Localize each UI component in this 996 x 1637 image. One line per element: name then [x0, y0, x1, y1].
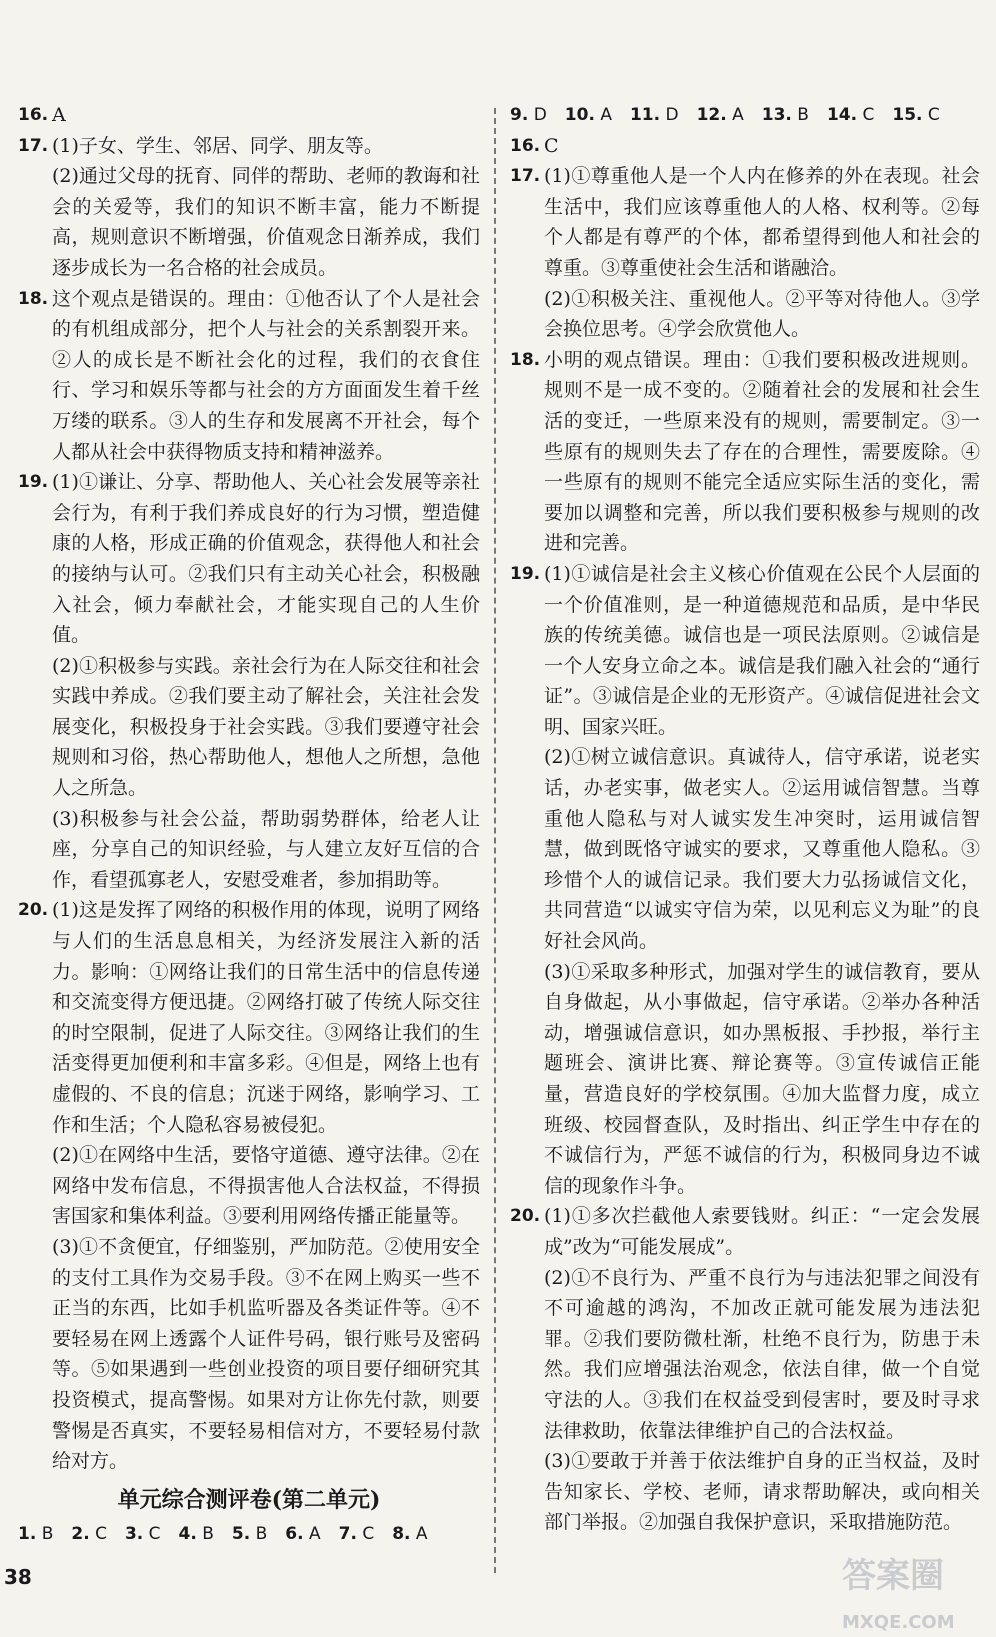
mc-choice: C	[927, 105, 940, 125]
answer-body	[544, 559, 980, 1201]
mc-choice: C	[95, 1524, 107, 1545]
answer-body	[52, 284, 480, 468]
mc-answer	[697, 105, 744, 125]
mc-choice: A	[415, 1524, 428, 1545]
mc-answer	[125, 1524, 161, 1544]
mc-choice: B	[202, 1524, 214, 1545]
answer-paragraph: (1)①多次拦截他人索要钱财。纠正：“一定会发展成”改为“可能发展成”。	[544, 1205, 980, 1258]
answer-body	[544, 345, 980, 559]
answer-item	[510, 559, 980, 1201]
mc-choice: C	[862, 105, 875, 125]
mc-answer	[339, 1524, 375, 1544]
watermark-logo	[842, 1548, 955, 1637]
answer-body	[52, 131, 480, 284]
mc-number: 2.	[71, 1524, 90, 1545]
question-number: 20.	[510, 1206, 541, 1227]
mc-choice: A	[600, 105, 612, 125]
column-divider	[494, 108, 496, 1573]
right-answer-list	[510, 131, 980, 1538]
mc-answer	[510, 105, 547, 125]
answer-body	[544, 1201, 980, 1538]
answer-body	[52, 100, 480, 131]
mc-answer	[892, 105, 939, 125]
mc-number: 1.	[18, 1524, 37, 1545]
answer-item	[510, 161, 980, 345]
mc-number: 11.	[629, 105, 661, 125]
mc-answer	[630, 105, 679, 125]
mc-choice: B	[255, 1524, 268, 1545]
mc-number: 4.	[178, 1524, 197, 1545]
question-number: 17.	[510, 166, 541, 187]
section-title: 单元综合测评卷(第二单元)	[117, 1486, 381, 1513]
mc-number: 8.	[392, 1524, 411, 1545]
answer-body	[544, 131, 980, 162]
mc-choice: A	[732, 105, 744, 125]
answer-paragraph: A	[52, 104, 66, 126]
answer-item	[18, 100, 480, 131]
answer-paragraph: (2)①在网络中生活，要恪守道德、遵守法律。②在网络中发布信息，不得损害他人合法权益，不得损害国家和集体利益。③要利用网络传播正能量等。	[52, 1144, 480, 1228]
mc-choice: A	[308, 1524, 321, 1545]
mc-choice: C	[362, 1524, 375, 1545]
answer-paragraph: (3)①采取多种形式，加强对学生的诚信教育，要从自身做起，从小事做起，信守承诺。②举办各种活动，增强诚信意识，如办黑板报、手抄报，举行主题班会、演讲比赛、辩论赛等。③宣传诚信正能量，营造良好的学校氛围。④加大监督力度，成立班级、校园督查队，及时指出、纠正学生中存在的不诚信行为，严惩不诚信的行为，积极同身边不诚信的现象作斗争。	[544, 960, 980, 1197]
answer-item	[18, 895, 480, 1476]
answer-item	[510, 1201, 980, 1538]
mc-number: 13.	[761, 105, 792, 125]
answer-paragraph: (2)通过父母的抚育、同伴的帮助、老师的教诲和社会的关爱等，我们的知识不断丰富，能力不断提高，规则意识不断增强，价值观念日渐养成，我们逐步成长为一名合格的社会成员。	[52, 165, 480, 279]
question-number: 20.	[18, 900, 49, 921]
watermark-url: MXQE.COM	[842, 1612, 955, 1633]
question-number: 17.	[18, 135, 49, 156]
answer-paragraph: (1)①尊重他人是一个人内在修养的外在表现。社会生活中，我们应该尊重他人的人格、权利等。②每个人都是有尊严的个体，都希望得到他人和社会的尊重。③尊重使社会生活和谐融洽。	[544, 165, 980, 279]
question-number: 18.	[18, 288, 49, 309]
answer-body	[52, 895, 480, 1476]
right-column	[510, 100, 980, 1538]
mc-answer	[232, 1524, 267, 1544]
answer-paragraph: (2)①积极关注、重视他人。②平等对待他人。③学会换位思考。④学会欣赏他人。	[544, 287, 980, 341]
answer-paragraph: (2)①积极参与实践。亲社会行为在人际交往和社会实践中养成。②我们要主动了解社会，关注社会发展变化，积极投身于社会实践。③我们要遵守社会规则和习俗，热心帮助他人，想他人之所想，急他人之所急。	[52, 654, 480, 800]
mc-answer	[179, 1524, 214, 1544]
answer-paragraph: (2)①树立诚信意识。真诚待人，信守承诺，说老实话，办老实事，做老实人。②运用诚信智慧。当尊重他人隐私与对人诚实发生冲突时，运用诚信智慧，做到既恪守诚实的要求，又尊重他人隐私。③珍惜个人的诚信记录。我们要大力弘扬诚信文化，共同营造“以诚实守信为荣，以见利忘义为耻”的良好社会风尚。	[544, 746, 980, 953]
mc-number: 5.	[231, 1524, 251, 1545]
answer-item	[510, 131, 980, 162]
answer-item	[18, 467, 480, 895]
mc-answer	[762, 105, 809, 125]
mc-number: 6.	[285, 1524, 304, 1545]
mc-answer	[18, 1524, 53, 1544]
right-mc-answers	[510, 100, 980, 131]
mc-choice: C	[148, 1524, 161, 1545]
answer-paragraph: (1)子女、学生、邻居、同学、朋友等。	[52, 134, 383, 157]
answer-paragraph: (3)积极参与社会公益，帮助弱势群体，给老人让座，分享自己的知识经验，与人建立友好互信的合作，看望孤寡老人，安慰受难者，参加捐助等。	[52, 807, 480, 891]
mc-answer	[827, 105, 874, 125]
left-answer-list	[18, 100, 480, 1477]
mc-answer	[392, 1524, 427, 1544]
mc-answer	[285, 1524, 320, 1544]
answer-paragraph: C	[544, 134, 559, 157]
mc-answer	[71, 1524, 107, 1544]
mc-answer	[565, 105, 612, 125]
mc-number: 7.	[338, 1524, 357, 1545]
mc-number: 3.	[124, 1524, 144, 1545]
mc-choice: B	[41, 1524, 54, 1545]
answer-item	[18, 284, 480, 468]
answer-paragraph: (3)①要敢于并善于依法维护自身的正当权益，及时告知家长、学校、老师，请求帮助解决，或向相关部门举报。②加强自我保护意识，采取措施防范。	[544, 1450, 980, 1534]
mc-number: 15.	[892, 105, 923, 125]
answer-paragraph: (1)这是发挥了网络的积极作用的体现，说明了网络与人们的生活息息相关，为经济发展注入新的活力。影响：①网络让我们的日常生活中的信息传递和交流变得方便迅捷。②网络打破了传统人际交往的时空限制，促进了人际交往。③网络让我们的生活变得更加便利和丰富多彩。④但是，网络上也有虚假的、不良的信息；沉迷于网络，影响学习、工作和生活；个人隐私容易被侵犯。	[52, 899, 480, 1136]
question-number: 16.	[18, 105, 49, 125]
answer-body	[544, 161, 980, 345]
left-mc-answers	[18, 1519, 480, 1550]
watermark-text: 答案圈	[842, 1556, 944, 1596]
answer-paragraph: (1)①诚信是社会主义核心价值观在公民个人层面的一个价值准则，是一种道德规范和品质，是中华民族的传统美德。诚信也是一项民法原则。②诚信是一个人安身立命之本。诚信是我们融入社会的“通行证”。③诚信是企业的无形资产。④诚信促进社会文明、国家兴旺。	[544, 562, 980, 738]
left-column	[18, 100, 480, 1550]
question-number: 18.	[510, 349, 541, 370]
answer-paragraph: 小明的观点错误。理由：①我们要积极改进规则。规则不是一成不变的。②随着社会的发展和社会生活的变迁，一些原来没有的规则，需要制定。③一些原有的规则失去了存在的合理性，需要废除。④一些原有的规则不能完全适应实际生活的变化，需要加以调整和完善，所以我们要积极参与规则的改进和完善。	[544, 348, 980, 555]
mc-choice: D	[665, 105, 679, 125]
mc-choice: B	[797, 105, 809, 125]
answer-item	[18, 131, 480, 284]
mc-number: 9.	[510, 105, 529, 125]
mc-choice: D	[533, 105, 547, 125]
answer-paragraph: 这个观点是错误的。理由：①他否认了个人是社会的有机组成部分，把个人与社会的关系割裂开来。②人的成长是不断社会化的过程，我们的衣食住行、学习和娱乐等都与社会的方方面面发生着千丝万缕的联系。③人的生存和发展离不开社会，每个人都从社会中获得物质支持和精神滋养。	[52, 287, 480, 463]
question-number: 19.	[510, 563, 541, 584]
question-number: 16.	[510, 135, 541, 156]
mc-number: 12.	[696, 105, 727, 125]
answer-paragraph: (1)①谦让、分享、帮助他人、关心社会发展等亲社会行为，有利于我们养成良好的行为习惯，塑造健康的人格，形成正确的价值观念，获得他人和社会的接纳与认可。②我们只有主动关心社会，积极融入社会，倾力奉献社会，才能实现自己的人生价值。	[52, 471, 480, 647]
answer-paragraph: (3)①不贪便宜，仔细鉴别，严加防范。②使用安全的支付工具作为交易手段。③不在网上购买一些不正当的东西，比如手机监听器及各类证件等。④不要轻易在网上透露个人证件号码，银行账号及密码等。⑤如果遇到一些创业投资的项目要仔细研究其投资模式，提高警惕。如果对方让你先付款，则要警惕是否真实，不要轻易相信对方，不要轻易付款给对方。	[52, 1235, 480, 1473]
page-number: 38	[4, 1565, 32, 1589]
answer-item	[510, 345, 980, 559]
mc-number: 14.	[826, 105, 858, 125]
answer-body	[52, 467, 480, 895]
question-number: 19.	[18, 472, 49, 493]
answer-paragraph: (2)①不良行为、严重不良行为与违法犯罪之间没有不可逾越的鸿沟，不加改正就可能发展为违法犯罪。②我们要防微杜渐，杜绝不良行为，防患于未然。我们应增强法治观念，依法自律，做一个自觉守法的人。③我们在权益受到侵害时，要及时寻求法律救助，依靠法律维护自己的合法权益。	[544, 1266, 980, 1442]
mc-number: 10.	[564, 105, 595, 125]
